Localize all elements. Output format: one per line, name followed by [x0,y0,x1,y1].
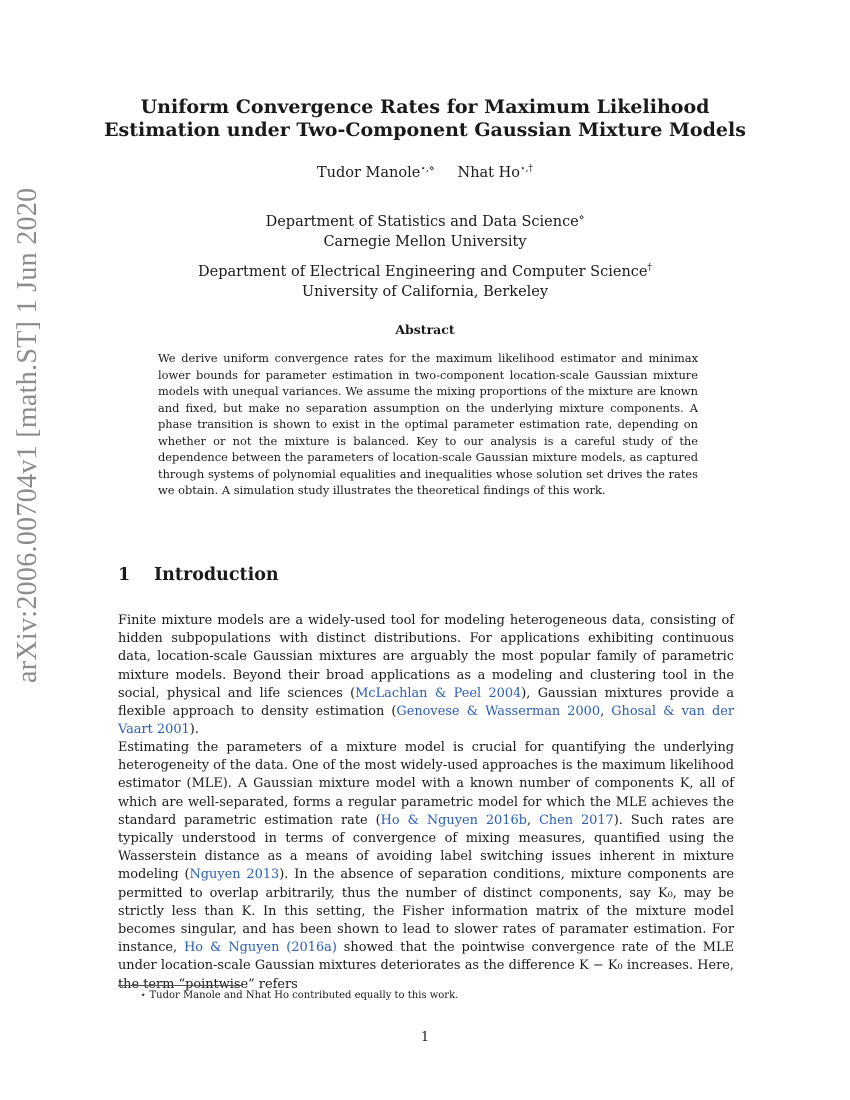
citation-link[interactable]: McLachlan & Peel 2004 [355,685,522,701]
university: Carnegie Mellon University [323,233,527,250]
footnote-text: Tudor Manole and Nhat Ho contributed equally to this work. [149,990,459,1001]
department: Department of Statistics and Data Science [265,213,579,230]
abstract-text: We derive uniform convergence rates for the maximum likelihood estimator and minimax lower bounds for parameter estimation in two-component location-scale Gaussian mixture models with unequal variances. We assume the mixing proportions of the mixture are known and fixed, but make no separation assumption on the underlying mixture components. A phase transition is shown to exist in the optimal parameter estimation rate, depending on whether or not the mixture is balanced. Key to our analysis is a careful study of the dependence between the parameters of location-scale Gaussian mixture models, as captured through systems of polynomial equalities and inequalities whose solution set drives the rates we obtain. A simulation study illustrates the theoretical findings of this work. [158,351,698,497]
paragraph-text: ). In the absence of separation conditions, mixture components are permitted to overlap arbitrarily, thus the number of distinct components, say K₀, may be strictly less than K. In this setting, the Fisher information matrix of the mixture model becomes singular, and has been shown to lead to slower rates of paramater estimation. For instance, [118,867,734,956]
author-marks: ⋆,⋄ [420,164,435,174]
paper-title [100,96,750,142]
paragraph-2 [118,739,734,994]
citation-link[interactable]: Ho & Nguyen 2016b [380,812,527,828]
author-marks: ⋆,† [520,164,533,174]
title-line-1: Uniform Convergence Rates for Maximum Likelihood [140,96,710,118]
abstract-heading: Abstract [395,322,455,337]
university: University of California, Berkeley [301,283,549,300]
citation-link[interactable]: Ho & Nguyen (2016a) [184,940,337,956]
title-line-2: Estimation under Two-Component Gaussian Mixture Models [104,119,746,141]
paragraph-text: , [600,704,612,720]
author-list [100,164,750,181]
affiliation-2 [100,258,750,302]
paragraph-1 [118,612,734,739]
section-title: Introduction [154,565,279,585]
author-name: Tudor Manole [316,164,421,181]
section-heading [118,565,279,585]
section-number: 1 [118,565,131,585]
paragraph-text: Finite mixture models are a widely-used tool for modeling heterogeneous data, consisting of hidden subpopulations with distinct distributions. For applications exhibiting continuous data, location-scale Gaussian mixtures are arguably the most popular family of parametric mixture models. Beyond their broad applications as a modeling and clustering tool in the social, physical and life sciences ( [118,613,734,701]
arxiv-identifier: arXiv:2006.00704v1 [math.ST] 1 Jun 2020 [12,187,43,683]
paragraph-text: ). [189,722,199,738]
paragraph-text: Estimating the parameters of a mixture model is crucial for quantifying the underlying heterogeneity of the data. One of the most widely-used approaches is the maximum likelihood estimator (MLE). A Gaussian mixture model with a known number of components K, all of which are well-separated, forms a regular parametric model for which the MLE achieves the standard parametric estimation rate ( [118,740,734,828]
citation-link[interactable]: Chen 2017 [538,812,614,828]
affiliation-1 [100,208,750,252]
footnote [140,990,458,1001]
footnote-rule [118,985,243,986]
paragraph-text: , [526,812,539,828]
affiliation-mark: † [647,263,652,273]
page-number: 1 [420,1030,430,1045]
footnote-mark: ⋆ [140,990,147,1001]
paragraph-text: ). Such rates are typically understood in terms of convergence of mixing measures, quantified using the Wasserstein distance as a means of avoiding label switching issues inherent in mixture modeling ( [118,812,735,883]
citation-link[interactable]: Genovese & Wasserman 2000 [396,704,601,720]
citation-link[interactable]: Ghosal & van der Vaart 2001 [118,704,734,738]
paragraph-text: ), Gaussian mixtures provide a flexible approach to density estimation ( [118,685,735,720]
author-name: Nhat Ho [457,164,520,181]
citation-link[interactable]: Nguyen 2013 [189,867,280,883]
affiliation-mark: ⋄ [578,213,585,223]
department: Department of Electrical Engineering and Computer Science [197,263,648,280]
paragraph-text: showed that the pointwise convergence rate of the MLE under location-scale Gaussian mixtures deteriorates as the difference K − K₀ increases. Here, the term “pointwise” refers [118,940,734,992]
